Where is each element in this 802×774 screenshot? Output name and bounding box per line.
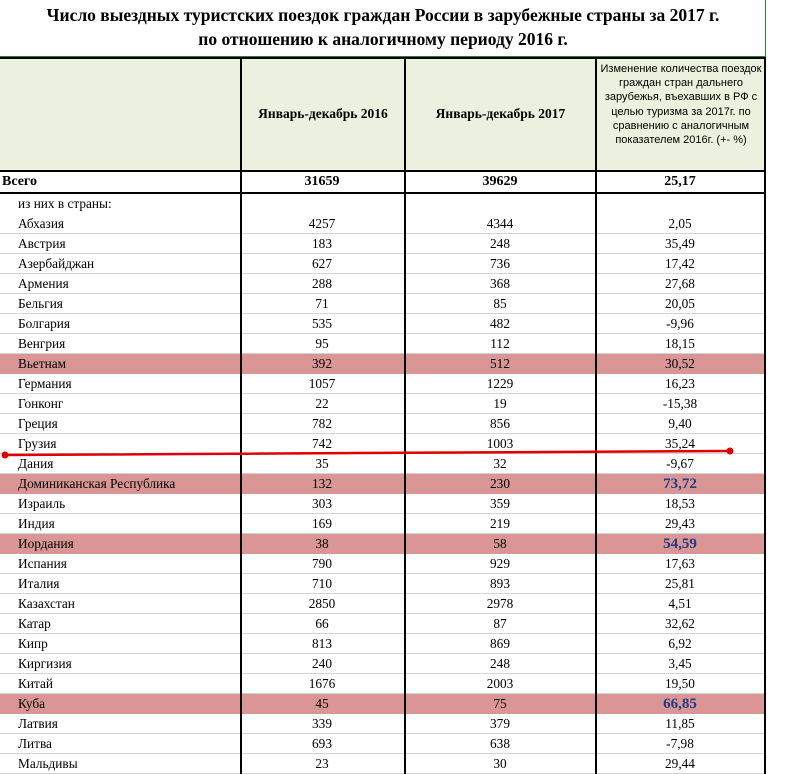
subheader-label: из них в страны:: [18, 196, 112, 211]
value-2017-cell: 2978: [486, 596, 514, 611]
value-2017-cell: 30: [493, 756, 507, 771]
value-2016-cell: 169: [312, 516, 332, 531]
country-cell: Гонконг: [18, 396, 64, 411]
value-2017-cell: 379: [490, 716, 510, 731]
value-2017-cell: 893: [490, 576, 510, 591]
change-cell: -9,96: [666, 316, 694, 331]
value-2016-cell: 535: [312, 316, 332, 331]
country-cell: Литва: [18, 736, 52, 751]
change-cell: 35,24: [665, 436, 695, 451]
value-2017-cell: 368: [490, 276, 510, 291]
change-cell: 17,63: [665, 556, 695, 571]
country-cell: Грузия: [18, 436, 57, 451]
country-cell: Мальдивы: [18, 756, 78, 771]
value-2017-cell: 856: [490, 416, 510, 431]
header-2017: Январь-декабрь 2017: [435, 106, 566, 121]
value-2016-cell: 45: [315, 696, 329, 711]
country-cell: Иордания: [18, 536, 74, 551]
header-change: Изменение количества поездок граждан стран дальнего зарубежья, въехавших в РФ с целью туризма за 2017г. по сравнению с аналогичным показателем 2016г. (+- %): [600, 63, 762, 147]
value-2016-cell: 627: [312, 256, 332, 271]
country-cell: Испания: [18, 556, 67, 571]
country-cell: Греция: [18, 416, 58, 431]
change-cell: 18,15: [665, 336, 695, 351]
value-2017-cell: 638: [490, 736, 510, 751]
value-2016-cell: 392: [312, 356, 332, 371]
table-title-line-1: Число выездных туристских поездок граждан России в зарубежные страны за 2017 г.: [46, 5, 720, 25]
total-label: Всего: [2, 174, 37, 189]
country-cell: Израиль: [18, 496, 66, 511]
change-cell: 35,49: [665, 236, 695, 251]
value-2016-cell: 782: [312, 416, 332, 431]
value-2016-cell: 2850: [308, 596, 336, 611]
value-2017-cell: 32: [493, 456, 507, 471]
country-cell: Индия: [18, 516, 55, 531]
value-2017-cell: 4344: [486, 216, 514, 231]
change-cell: -9,67: [666, 456, 694, 471]
country-cell: Вьетнам: [18, 356, 67, 371]
country-cell: Австрия: [18, 236, 66, 251]
value-2016-cell: 303: [312, 496, 332, 511]
header-2016: Январь-декабрь 2016: [258, 106, 388, 121]
change-cell: 4,51: [668, 596, 692, 611]
value-2016-cell: 23: [315, 756, 329, 771]
change-cell: -15,38: [662, 396, 698, 411]
country-cell: Венгрия: [18, 336, 66, 351]
country-cell: Киргизия: [18, 656, 72, 671]
change-cell: 16,23: [665, 376, 695, 391]
value-2016-cell: 240: [312, 656, 332, 671]
value-2017-cell: 482: [490, 316, 510, 331]
change-cell: 27,68: [665, 276, 695, 291]
country-cell: Катар: [18, 616, 51, 631]
value-2016-cell: 339: [312, 716, 332, 731]
country-cell: Китай: [18, 676, 53, 691]
value-2016-cell: 35: [315, 456, 329, 471]
value-2016-cell: 132: [312, 476, 332, 491]
value-2017-cell: 75: [493, 696, 507, 711]
value-2016-cell: 710: [312, 576, 332, 591]
value-2017-cell: 248: [490, 236, 510, 251]
country-cell: Армения: [18, 276, 69, 291]
country-cell: Казахстан: [18, 596, 75, 611]
change-cell: 3,45: [668, 656, 692, 671]
country-cell: Болгария: [18, 316, 70, 331]
value-2016-cell: 813: [312, 636, 332, 651]
change-cell: 30,52: [665, 356, 695, 371]
value-2016-cell: 4257: [308, 216, 336, 231]
total-2016: 31659: [304, 174, 340, 189]
value-2017-cell: 929: [490, 556, 510, 571]
value-2016-cell: 66: [315, 616, 329, 631]
change-cell: 18,53: [665, 496, 695, 511]
country-cell: Азербайджан: [18, 256, 95, 271]
change-cell: 73,72: [663, 476, 697, 492]
value-2016-cell: 22: [315, 396, 329, 411]
change-cell: -7,98: [666, 736, 694, 751]
country-cell: Бельгия: [18, 296, 63, 311]
value-2017-cell: 869: [490, 636, 510, 651]
value-2016-cell: 1057: [308, 376, 336, 391]
change-cell: 17,42: [665, 256, 695, 271]
change-cell: 29,43: [665, 516, 695, 531]
value-2016-cell: 71: [315, 296, 329, 311]
value-2016-cell: 95: [315, 336, 329, 351]
value-2017-cell: 512: [490, 356, 510, 371]
value-2017-cell: 85: [493, 296, 507, 311]
change-cell: 25,81: [665, 576, 695, 591]
country-cell: Латвия: [18, 716, 58, 731]
value-2016-cell: 693: [312, 736, 332, 751]
value-2016-cell: 288: [312, 276, 332, 291]
country-cell: Абхазия: [18, 216, 65, 231]
value-2017-cell: 58: [493, 536, 507, 551]
value-2017-cell: 1229: [486, 376, 514, 391]
value-2016-cell: 742: [312, 436, 332, 451]
country-cell: Куба: [18, 696, 46, 711]
country-cell: Германия: [18, 376, 72, 391]
total-2017: 39629: [482, 174, 518, 189]
change-cell: 32,62: [665, 616, 695, 631]
value-2016-cell: 790: [312, 556, 332, 571]
value-2017-cell: 19: [493, 396, 507, 411]
value-2017-cell: 359: [490, 496, 510, 511]
value-2016-cell: 38: [315, 536, 329, 551]
value-2017-cell: 2003: [486, 676, 514, 691]
value-2017-cell: 219: [490, 516, 510, 531]
change-cell: 54,59: [663, 536, 697, 552]
change-cell: 11,85: [665, 716, 695, 731]
value-2017-cell: 1003: [486, 436, 514, 451]
value-2017-cell: 230: [490, 476, 510, 491]
change-cell: 20,05: [665, 296, 695, 311]
value-2017-cell: 248: [490, 656, 510, 671]
value-2017-cell: 87: [493, 616, 507, 631]
value-2016-cell: 183: [312, 236, 332, 251]
change-cell: 9,40: [668, 416, 692, 431]
change-cell: 19,50: [665, 676, 695, 691]
country-cell: Дания: [18, 456, 54, 471]
value-2016-cell: 1676: [308, 676, 336, 691]
change-cell: 29,44: [665, 756, 695, 771]
value-2017-cell: 736: [490, 256, 510, 271]
country-cell: Италия: [18, 576, 60, 591]
country-cell: Доминиканская Республика: [18, 476, 176, 491]
country-cell: Кипр: [18, 636, 48, 651]
total-change: 25,17: [664, 174, 696, 189]
value-2017-cell: 112: [490, 336, 510, 351]
change-cell: 2,05: [668, 216, 692, 231]
change-cell: 66,85: [663, 696, 697, 712]
table-title-line-2: по отношению к аналогичному периоду 2016 г.: [198, 29, 568, 49]
change-cell: 6,92: [668, 636, 692, 651]
